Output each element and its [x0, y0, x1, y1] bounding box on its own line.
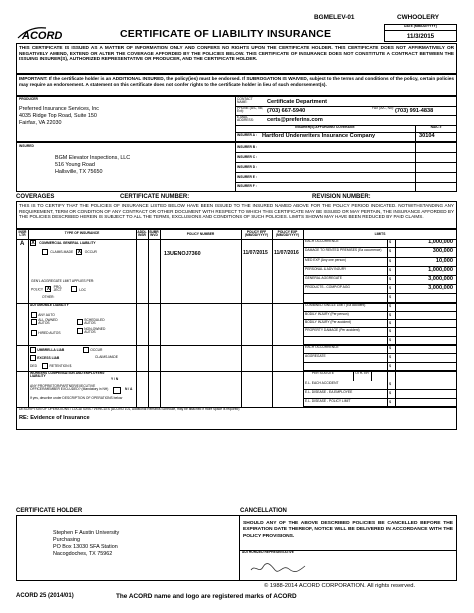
holder-line4: Nacogdoches, TX 75962 — [53, 551, 113, 558]
trademark: The ACORD name and logo are registered marks of ACORD — [116, 593, 297, 600]
col-eff: POLICY EFF (MM/DD/YYYY) — [244, 230, 269, 238]
limit-value: 1,000,000 — [428, 239, 453, 245]
gl-exp-date: 11/07/2016 — [274, 250, 299, 256]
scheduled-checkbox[interactable] — [77, 319, 83, 325]
producer-city: Fairfax, VA 22030 — [19, 119, 62, 126]
cancellation-label: CANCELLATION — [240, 508, 287, 514]
limit-currency: $ — [389, 268, 392, 272]
limit-value: 300,000 — [432, 248, 453, 254]
umbrella-occur-label: OCCUR — [90, 348, 103, 353]
limit-value: 3,000,000 — [428, 276, 453, 282]
limit-row — [303, 294, 457, 303]
umbrella-occur-row — [83, 347, 102, 353]
limit-label: BODILY INJURY (Per accident) — [305, 320, 351, 324]
limit-label: DAMAGE TO RENTED PREMISES (Ea occurrence) — [305, 248, 382, 252]
limit-row — [303, 285, 457, 294]
signature-icon — [249, 562, 309, 574]
insured-city: Hallsville, TX 75650 — [55, 168, 103, 175]
gl-agg-label: GEN'L AGGREGATE LIMIT APPLIES PER: — [31, 279, 95, 283]
auto-scheduled-row — [77, 319, 122, 326]
ded-row — [30, 363, 71, 369]
limit-row — [303, 363, 457, 371]
limit-row — [303, 345, 457, 354]
holder-line2: Purchasing — [53, 537, 80, 544]
all-owned-label: ALL OWNED AUTOS — [38, 318, 58, 326]
ded-label: DED — [30, 364, 37, 369]
holder-label: CERTIFICATE HOLDER — [16, 508, 83, 514]
limit-label: COMBINED SINGLE LIMIT (Ea accident) — [305, 303, 366, 307]
umbrella-claims-label: CLAIMS-MADE — [95, 355, 118, 359]
form-number: ACORD 25 (2014/01) — [16, 593, 74, 599]
gl-checkbox[interactable]: X — [31, 240, 35, 246]
insured-label: INSURED — [19, 144, 34, 148]
copyright: © 1988-2014 ACORD CORPORATION. All rights reserved. — [264, 583, 416, 589]
occur-checkbox[interactable]: X — [77, 249, 82, 255]
producer-address: 4035 Ridge Top Road, Suite 150 — [19, 112, 97, 119]
limit-row — [303, 381, 457, 390]
limit-currency: $ — [389, 391, 392, 395]
wc-question: ANY PROPRIETOR/PARTNER/EXECUTIVE OFFICER/MEMBER EXCLUDED? (Mandatory in NH) — [30, 384, 109, 392]
insurers-header: INSURER(S) AFFORDING COVERAGE — [295, 125, 355, 129]
limit-label: EACH OCCURRENCE — [305, 239, 339, 243]
policy-label: POLICY — [31, 287, 44, 292]
limit-currency: $ — [389, 304, 392, 308]
holder-block — [53, 530, 119, 558]
auto-all-owned-row — [31, 319, 71, 326]
umbrella-occur-checkbox[interactable] — [83, 347, 89, 353]
limit-label: MED EXP (Any one person) — [305, 258, 346, 262]
form-id: BGMELEV-01 — [314, 14, 355, 21]
limit-row — [303, 258, 457, 267]
description-label: DESCRIPTION OF OPERATIONS / LOCATIONS / VEHICLES (ACORD 101, Additional Remarks Schedule, may be attached if more space is required) — [19, 407, 240, 411]
excess-label: EXCESS LIAB — [37, 356, 60, 361]
auto-hired-row — [31, 330, 71, 336]
wc-title: WORKERS COMPENSATION AND EMPLOYERS' LIABILITY — [30, 371, 106, 379]
all-owned-checkbox[interactable] — [31, 319, 37, 325]
wc-statute-row — [303, 371, 457, 381]
limit-label: GENERAL AGGREGATE — [305, 276, 343, 280]
notice-text: THIS CERTIFICATE IS ISSUED AS A MATTER OF INFORMATION ONLY AND CONFERS NO RIGHTS UPON THE CERTIFICATE HOLDER. THIS CERTIFICATE DOES NOT AFFIRMATIVELY OR NEGATIVELY AMEND, EXTEND OR ALTER THE COVERAGE AFFORDED BY THE POLICIES BELOW. THIS CERTIFICATE OF INSURANCE DOES NOT CONSTITUTE A CONTRACT BETWEEN THE ISSUING INSURER(S), AUTHORIZED REPRESENTATIVE OR PRODUCER, AND THE CERTIFICATE HOLDER. — [16, 43, 457, 74]
col-limits: LIMITS — [374, 232, 386, 236]
fax-value: (703) 991-4838 — [395, 108, 434, 114]
policy-checkbox[interactable]: X — [46, 286, 51, 293]
limit-currency: $ — [389, 338, 392, 342]
description-text: RE: Evidence of Insurance — [19, 415, 90, 421]
hired-label: HIRED AUTOS — [38, 331, 61, 336]
insurer-a-naic: 30104 — [419, 133, 435, 139]
occur-label: OCCUR — [84, 250, 97, 255]
limit-label: EACH OCCURRENCE — [305, 345, 339, 349]
producer-block — [19, 106, 99, 126]
wc-excluded-box[interactable] — [113, 387, 121, 394]
wc-na: N / A — [125, 387, 133, 391]
phone-label: PHONE (A/C, No, Ext): — [237, 106, 264, 114]
gl-title: COMMERCIAL GENERAL LIABILITY — [39, 241, 96, 246]
important-text: IMPORTANT: If the certificate holder is an ADDITIONAL INSURED, the policy(ies) must be endorsed. If SUBROGATION IS WAIVED, subject to the terms and conditions of the policy, certain policies may require an endorsement. A statement on this certificate does not confer rights to the certificate holder in lieu of such endorsement(s). — [16, 74, 457, 96]
limit-row — [303, 276, 457, 285]
limit-row — [303, 267, 457, 276]
limit-currency: $ — [389, 321, 392, 325]
limit-label: PROPERTY DAMAGE (Per accident) — [305, 328, 360, 332]
scheduled-label: SCHEDULED AUTOS — [84, 318, 105, 326]
auto-non-owned-row — [77, 328, 122, 335]
claims-made-checkbox[interactable] — [42, 249, 48, 255]
limit-value: 10,000 — [435, 258, 453, 264]
limit-label: E.L. DISEASE - EA EMPLOYEE — [305, 390, 353, 394]
coverages-label: COVERAGES — [16, 194, 55, 200]
cancellation-text: SHOULD ANY OF THE ABOVE DESCRIBED POLICIES BE CANCELLED BEFORE THE EXPIRATION DATE THEREOF, NOTICE WILL BE DELIVERED IN ACCORDANCE WITH THE POLICY PROVISIONS. — [243, 521, 453, 539]
non-owned-checkbox[interactable] — [77, 328, 83, 334]
hired-checkbox[interactable] — [31, 330, 37, 336]
claims-made-label: CLAIMS-MADE — [50, 250, 74, 255]
revision-number-label: REVISION NUMBER: — [312, 194, 371, 200]
limit-value: 3,000,000 — [428, 285, 453, 291]
gl-type-block — [30, 240, 96, 246]
limit-currency: $ — [389, 329, 392, 333]
producer-name: Preferred Insurance Services, Inc — [19, 106, 99, 112]
producer-label: PRODUCER — [19, 97, 38, 101]
gl-agg-row — [31, 286, 86, 293]
contact-name: Certificate Department — [267, 99, 327, 105]
date-label: DATE (MM/DD/YYYY) — [385, 25, 456, 31]
insured-section — [16, 142, 457, 192]
umbrella-row — [30, 347, 64, 353]
non-owned-label: NON-OWNED AUTOS — [84, 327, 106, 335]
gl-eff-date: 11/07/2015 — [243, 250, 268, 256]
limit-label: E.L. DISEASE - POLICY LIMIT — [305, 399, 351, 403]
limit-currency: $ — [389, 259, 392, 263]
holder-name: Stephen F Austin University — [53, 530, 120, 536]
retention-label: RETENTION $ — [49, 364, 72, 369]
limit-row — [303, 390, 457, 399]
limit-currency: $ — [389, 313, 392, 317]
loc-checkbox[interactable] — [71, 286, 77, 292]
email-label: E-MAIL ADDRESS: — [237, 115, 254, 123]
retention-checkbox[interactable] — [42, 363, 48, 369]
page-title: CERTIFICATE OF LIABILITY INSURANCE — [120, 28, 332, 40]
limit-currency: $ — [389, 346, 392, 350]
gl-insurer-letter: A — [20, 241, 25, 247]
wc-if-yes: If yes, describe under DESCRIPTION OF OPERATIONS below — [30, 396, 123, 400]
per-statute-label: PER STATUTE — [311, 371, 335, 375]
umbrella-checkbox[interactable] — [30, 347, 36, 353]
gl-claims-row — [42, 249, 97, 255]
coverages-text: THIS IS TO CERTIFY THAT THE POLICIES OF INSURANCE LISTED BELOW HAVE BEEN ISSUED TO THE INSURED NAMED ABOVE FOR THE POLICY PERIOD INDICATED. NOTWITHSTANDING ANY REQUIREMENT, TERM OR CONDITION OF ANY CONTRACT OR OTHER DOCUMENT WITH RESPECT TO WHICH THIS CERTIFICATE MAY BE ISSUED OR MAY PERTAIN, THE INSURANCE AFFORDED BY THE POLICIES DESCRIBED HEREIN IS SUBJECT TO ALL THE TERMS, EXCLUSIONS AND CONDITIONS OF SUCH POLICIES. LIMITS SHOWN MAY HAVE BEEN REDUCED BY PAID CLAIMS. — [16, 201, 457, 229]
col-exp: POLICY EXP (MM/DD/YYYY) — [275, 230, 300, 238]
gl-other-label: OTHER: — [42, 295, 55, 299]
producer-section — [16, 96, 457, 142]
limit-currency: $ — [389, 364, 392, 368]
holder-section — [16, 515, 457, 581]
excess-checkbox[interactable] — [30, 355, 36, 361]
limit-currency: $ — [389, 249, 392, 253]
limit-row — [303, 337, 457, 345]
col-insr-ltr: INSR LTR — [18, 230, 27, 238]
any-auto-checkbox[interactable] — [31, 312, 37, 318]
insurer-f-label: INSURER F : — [237, 184, 257, 188]
email-value: certs@preferins.com — [267, 117, 323, 123]
signature — [249, 562, 309, 575]
contact-name-label: CONTACT NAME: — [237, 97, 253, 105]
limit-row — [303, 399, 457, 407]
col-policy: POLICY NUMBER — [186, 232, 215, 236]
insured-address: 516 Young Road — [55, 161, 95, 168]
auto-title: AUTOMOBILE LIABILITY — [30, 303, 69, 307]
date-value: 11/3/2015 — [406, 33, 435, 40]
limit-label: AGGREGATE — [305, 354, 326, 358]
fax-label: FAX (A/C, No): — [372, 106, 394, 110]
project-label: PRO- JECT — [53, 285, 62, 293]
limit-row — [303, 354, 457, 363]
acord-logo — [16, 24, 76, 42]
naic-label: NAIC # — [430, 125, 442, 129]
limit-currency: $ — [389, 295, 392, 299]
limit-currency: $ — [389, 277, 392, 281]
insurer-a-name: Hartford Underwriters Insurance Company — [262, 133, 376, 139]
insurer-e-label: INSURER E : — [237, 175, 257, 179]
limit-label: BODILY INJURY (Per person) — [305, 312, 349, 316]
insured-block — [55, 155, 130, 175]
auth-rep-label: AUTHORIZED REPRESENTATIVE — [242, 550, 294, 554]
date-box — [384, 24, 457, 42]
limit-label: PRODUCTS - COMP/OP AGG — [305, 285, 351, 289]
limit-row — [303, 239, 457, 248]
loc-label: LOC — [79, 287, 86, 292]
umbrella-label: UMBRELLA LIAB — [37, 348, 65, 353]
gl-policy-number: 13UENOJ7360 — [164, 251, 201, 257]
phone-value: (703) 667-5940 — [267, 108, 306, 114]
limit-currency: $ — [389, 240, 392, 244]
coverage-table — [16, 229, 457, 430]
limit-row — [303, 312, 457, 320]
oth-er-label: OTH- ER — [355, 371, 369, 375]
svg-text:ACORD: ACORD — [22, 30, 63, 42]
insurer-b-label: INSURER B : — [237, 145, 258, 149]
col-type: TYPE OF INSURANCE — [64, 231, 100, 235]
limit-currency: $ — [389, 286, 392, 290]
any-auto-label: ANY AUTO — [38, 313, 55, 318]
limit-value: 1,000,000 — [428, 267, 453, 273]
limit-label: PERSONAL & ADV INJURY — [305, 267, 347, 271]
limit-row — [303, 328, 457, 337]
holder-line3: PO Box 13030 SFA Station — [53, 544, 118, 551]
insured-name: BGM Elevator Inspections, LLC — [55, 155, 131, 161]
limit-row — [303, 303, 457, 312]
limit-label: E.L. EACH ACCIDENT — [305, 381, 339, 385]
limit-row — [303, 248, 457, 258]
insurer-a-label: INSURER A : — [237, 133, 257, 137]
limit-currency: $ — [389, 400, 392, 404]
certificate-number-label: CERTIFICATE NUMBER: — [120, 194, 190, 200]
insurer-d-label: INSURER D : — [237, 165, 258, 169]
acord-logo-icon — [16, 24, 76, 42]
user-id: CWHOOLERY — [397, 14, 440, 21]
col-subr: SUBR WVD — [149, 230, 159, 238]
col-addl: ADDL INSR — [137, 230, 147, 238]
excess-row — [30, 355, 59, 361]
limit-currency: $ — [389, 355, 392, 359]
limit-row — [303, 320, 457, 328]
insurer-c-label: INSURER C : — [237, 155, 258, 159]
limit-currency: $ — [389, 382, 392, 386]
wc-yn: Y / N — [111, 377, 119, 381]
